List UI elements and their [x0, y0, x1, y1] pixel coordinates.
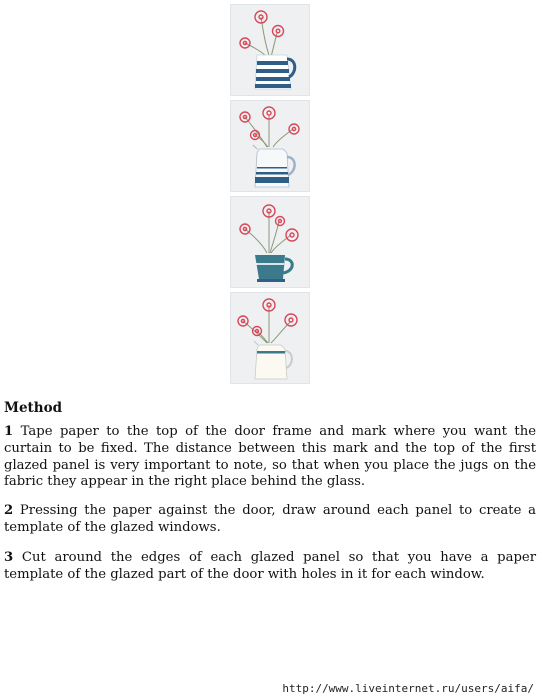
step-2-text: Pressing the paper against the door, draw around each panel to create a template of the glazed windows. — [4, 503, 536, 535]
curtain-illustration — [230, 4, 310, 386]
step-3-text: Cut around the edges of each glazed panel so that you have a paper template of the glazed part of the door with holes in it for each window. — [4, 550, 536, 582]
striped-jug-image — [231, 5, 309, 95]
step-2-number: 2 — [4, 503, 14, 518]
step-1-number: 1 — [4, 424, 14, 439]
blue-teacup-image — [231, 197, 309, 287]
step-1 — [4, 424, 536, 491]
step-1-text: Tape paper to the top of the door frame and mark where you want the curtain to be fixed. The distance between this mark and the top of the first glazed panel is very important to note, so that when you place the jugs on the fabric they appear in the right place behind the glass. — [4, 424, 536, 490]
panel-cream-pitcher — [230, 292, 310, 384]
method-heading: Method — [4, 400, 63, 416]
panel-blue-teacup — [230, 196, 310, 288]
source-url-link[interactable]: http://www.liveinternet.ru/users/aifa/ — [282, 682, 534, 695]
banded-pitcher-image — [231, 101, 309, 191]
panel-banded-pitcher — [230, 100, 310, 192]
step-2 — [4, 503, 536, 537]
step-3 — [4, 550, 536, 584]
panel-striped-jug — [230, 4, 310, 96]
step-3-number: 3 — [4, 550, 14, 565]
cream-pitcher-image — [231, 293, 309, 383]
